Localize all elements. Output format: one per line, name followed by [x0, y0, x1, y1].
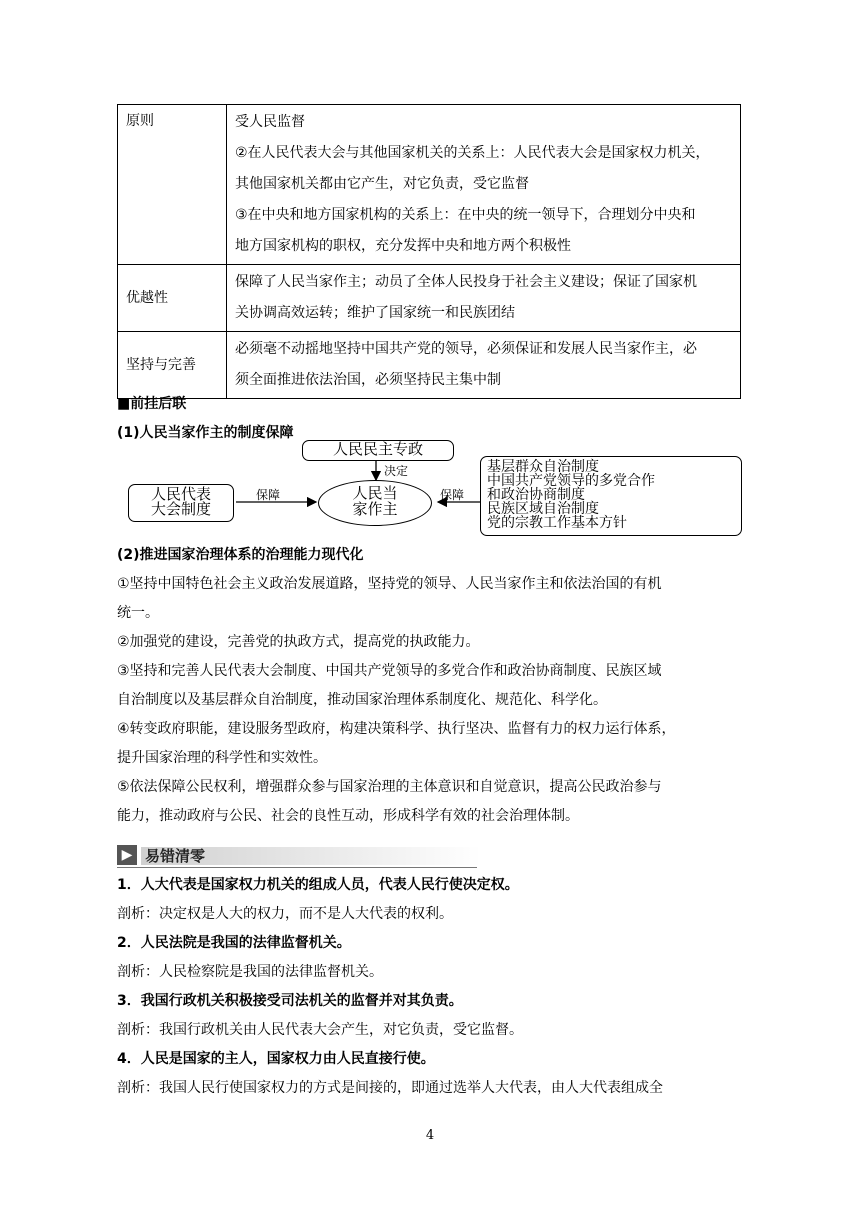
row-line: 地方国家机构的职权，充分发挥中央和地方两个积极性 [235, 238, 571, 254]
row-line: 关协调高效运转；维护了国家统一和民族团结 [235, 305, 515, 321]
error-question: 3．我国行政机关积极接受司法机关的监督并对其负责。 [117, 993, 463, 1009]
box-people-democratic-dictatorship: 人民民主专政 [302, 440, 454, 461]
row-line: 其他国家机关都由它产生，对它负责，受它监督 [235, 176, 529, 192]
box-line: 党的宗教工作基本方针 [487, 515, 627, 531]
table-row [118, 332, 741, 399]
table-row [118, 265, 741, 332]
institution-diagram [128, 440, 744, 536]
center-line: 家作主 [352, 500, 398, 518]
header-underline [117, 867, 477, 868]
ellipse-people-masters [318, 480, 432, 526]
box-line: 人民代表 [150, 485, 211, 503]
paragraph-line: 能力，推动政府与公民、社会的良性互动，形成科学有效的社会治理体制。 [117, 808, 579, 824]
error-analysis: 剖析：我国人民行使国家权力的方式是间接的，即通过选举人大代表，由人大代表组成全 [117, 1080, 663, 1096]
row-content [227, 265, 741, 332]
error-question: 4．人民是国家的主人，国家权力由人民直接行使。 [117, 1051, 435, 1067]
arrow-right-icon: ▶ [117, 845, 137, 865]
center-line: 人民当 [352, 484, 398, 502]
row-line: 须全面推进依法治国，必须坚持民主集中制 [235, 372, 501, 388]
row-line: 必须毫不动摇地坚持中国共产党的领导，必须保证和发展人民当家作主，必 [235, 341, 697, 357]
box-other-systems [480, 456, 742, 536]
table-row [118, 105, 741, 265]
section-title-errors: 易错清零 [145, 847, 206, 865]
paragraph-line: ①坚持中国特色社会主义政治发展道路，坚持党的领导、人民当家作主和依法治国的有机 [117, 576, 662, 592]
label-guarantee-right: 保障 [440, 488, 465, 502]
error-analysis: 剖析：决定权是人大的权力，而不是人大代表的权利。 [117, 906, 453, 922]
box-line: 基层群众自治制度 [487, 459, 599, 475]
row-key: 坚持与完善 [118, 332, 227, 399]
section-title-qianguahoulian: ■前挂后联 [117, 396, 187, 412]
error-question: 1．人大代表是国家权力机关的组成人员，代表人民行使决定权。 [117, 877, 519, 893]
label-guarantee-left: 保障 [256, 488, 281, 502]
paragraph-line: 自治制度以及基层群众自治制度，推动国家治理体系制度化、规范化、科学化。 [117, 692, 607, 708]
paragraph [117, 570, 747, 831]
row-line: 受人民监督 [235, 114, 305, 130]
row-content [227, 105, 741, 265]
row-line: 保障了人民当家作主；动员了全体人民投身于社会主义建设；保证了国家机 [235, 274, 697, 290]
subsection-title-2: (2)推进国家治理体系的治理能力现代化 [117, 547, 364, 563]
paragraph-line: ④转变政府职能，建设服务型政府，构建决策科学、执行坚决、监督有力的权力运行体系， [117, 721, 676, 737]
row-line: ③在中央和地方国家机构的关系上：在中央的统一领导下，合理划分中央和 [235, 207, 696, 223]
row-content [227, 332, 741, 399]
paragraph-line: ②加强党的建设，完善党的执政方式，提高党的执政能力。 [117, 634, 480, 650]
paragraph-line: 统一。 [117, 605, 159, 621]
box-line: 民族区域自治制度 [487, 501, 599, 517]
box-line: 大会制度 [150, 500, 211, 518]
page-number: 4 [425, 1128, 435, 1143]
error-list [117, 871, 747, 1103]
subsection-title-1: (1)人民当家作主的制度保障 [117, 425, 294, 441]
box-line: 中国共产党领导的多党合作 [487, 473, 655, 489]
row-line: ②在人民代表大会与其他国家机关的关系上：人民代表大会是国家权力机关， [235, 145, 710, 161]
error-analysis: 剖析：人民检察院是我国的法律监督机关。 [117, 964, 383, 980]
paragraph-line: 提升国家治理的科学性和实效性。 [117, 750, 327, 766]
error-question: 2．人民法院是我国的法律监督机关。 [117, 935, 351, 951]
row-key: 优越性 [118, 265, 227, 332]
row-key: 原则 [118, 105, 227, 265]
paragraph-line: ③坚持和完善人民代表大会制度、中国共产党领导的多党合作和政治协商制度、民族区域 [117, 663, 662, 679]
box-npc-system [128, 484, 234, 522]
label-decide: 决定 [384, 464, 409, 478]
error-analysis: 剖析：我国行政机关由人民代表大会产生，对它负责，受它监督。 [117, 1022, 523, 1038]
principles-table [117, 104, 741, 399]
section-header-errors [117, 843, 477, 865]
paragraph-line: ⑤依法保障公民权利，增强群众参与国家治理的主体意识和自觉意识，提高公民政治参与 [117, 779, 662, 795]
box-line: 和政治协商制度 [487, 487, 585, 503]
